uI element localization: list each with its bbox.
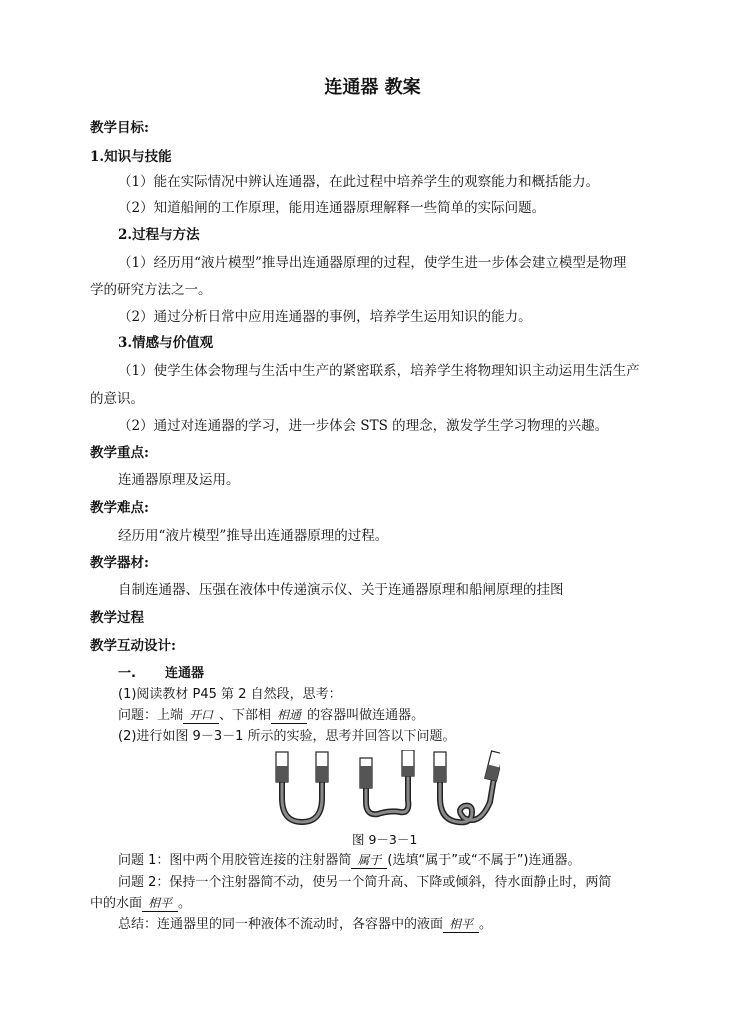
difficulty-text: 经历用“液片模型”推导出连通器原理的过程。 — [118, 528, 389, 544]
process-heading: 2.过程与方法 — [118, 227, 200, 243]
question-definition-mid: 、下部相 — [219, 708, 272, 723]
answer-blank-open: 开口 — [183, 707, 219, 724]
answer-blank-level-2: 相平 — [443, 916, 479, 933]
equipment-text: 自制连通器、压强在液体中传递演示仪、关于连通器原理和船闸原理的挂图 — [118, 582, 564, 598]
emotion-item-1-line-2: 的意识。 — [90, 391, 144, 407]
setup-3-tilted-tube — [434, 751, 500, 822]
section-1-heading: 连通器 — [165, 666, 205, 681]
figure-caption: 图 9－3－1 — [352, 832, 418, 847]
setup-1-u-tube — [276, 752, 328, 822]
question-2-line-1: 问题 2：保持一个注射器简不动，使另一个简升高、下降或倾斜，待水面静止时，两简 — [118, 875, 612, 890]
process-item-2: （2）通过分析日常中应用连通器的事例，培养学生运用知识的能力。 — [118, 309, 532, 325]
process-section-heading: 教学过程 — [90, 610, 144, 626]
question-2-suffix: 。 — [178, 896, 192, 911]
process-item-1-line-2: 学的研究方法之一。 — [90, 282, 212, 298]
answer-blank-level-1: 相平 — [142, 895, 178, 912]
read-instruction: (1)阅读教材 P45 第 2 自然段，思考： — [118, 687, 342, 702]
emotion-heading: 3.情感与价值观 — [118, 335, 214, 351]
question-1 — [118, 851, 581, 871]
experiment-instruction: (2)进行如图 9－3－1 所示的实验，思考并回答以下问题。 — [118, 729, 456, 744]
process-item-1-line-1: （1）经历用“液片模型”推导出连通器原理的过程，使学生进一步体会建立模型是物理 — [118, 255, 627, 271]
question-definition — [118, 706, 424, 726]
answer-blank-belongs: 属于 — [351, 852, 387, 869]
interactive-heading: 教学互动设计: — [90, 638, 176, 654]
key-point-text: 连通器原理及运用。 — [118, 472, 240, 488]
connected-vessels-figure — [268, 750, 500, 834]
question-1-prefix: 问题 1：图中两个用胶管连接的注射器简 — [118, 853, 352, 868]
summary-suffix: 。 — [479, 917, 493, 932]
knowledge-heading: 1.知识与技能 — [90, 149, 172, 165]
goals-heading: 教学目标: — [90, 120, 149, 136]
question-definition-prefix: 问题：上端 — [118, 708, 184, 723]
summary-prefix: 总结：连通器里的同一种液体不流动时，各容器中的液面 — [118, 917, 444, 932]
answer-blank-connected: 相通 — [271, 707, 307, 724]
question-definition-suffix: 的容器叫做连通器。 — [307, 708, 425, 723]
setup-2-raised-tube — [360, 750, 414, 814]
equipment-heading: 教学器材: — [90, 555, 149, 571]
difficulty-heading: 教学难点: — [90, 500, 149, 516]
summary — [118, 915, 492, 935]
emotion-item-2: （2）通过对连通器的学习，进一步体会 STS 的理念，激发学生学习物理的兴趣。 — [118, 418, 609, 434]
knowledge-item-1: （1）能在实际情况中辨认连通器，在此过程中培养学生的观察能力和概括能力。 — [118, 174, 600, 190]
question-2-prefix: 中的水面 — [90, 896, 143, 911]
question-2-line-2 — [90, 894, 191, 914]
emotion-item-1-line-1: （1）使学生体会物理与生活中生产的紧密联系，培养学生将物理知识主动运用生活生产 — [118, 363, 640, 379]
knowledge-item-2: （2）知道船闸的工作原理，能用连通器原理解释一些简单的实际问题。 — [118, 200, 546, 216]
section-1-number: 一. — [118, 666, 136, 681]
page-title: 连通器 教案 — [324, 77, 421, 98]
key-point-heading: 教学重点: — [90, 445, 149, 461]
question-1-suffix: (选填“属于”或“不属于”)连通器。 — [387, 853, 581, 868]
